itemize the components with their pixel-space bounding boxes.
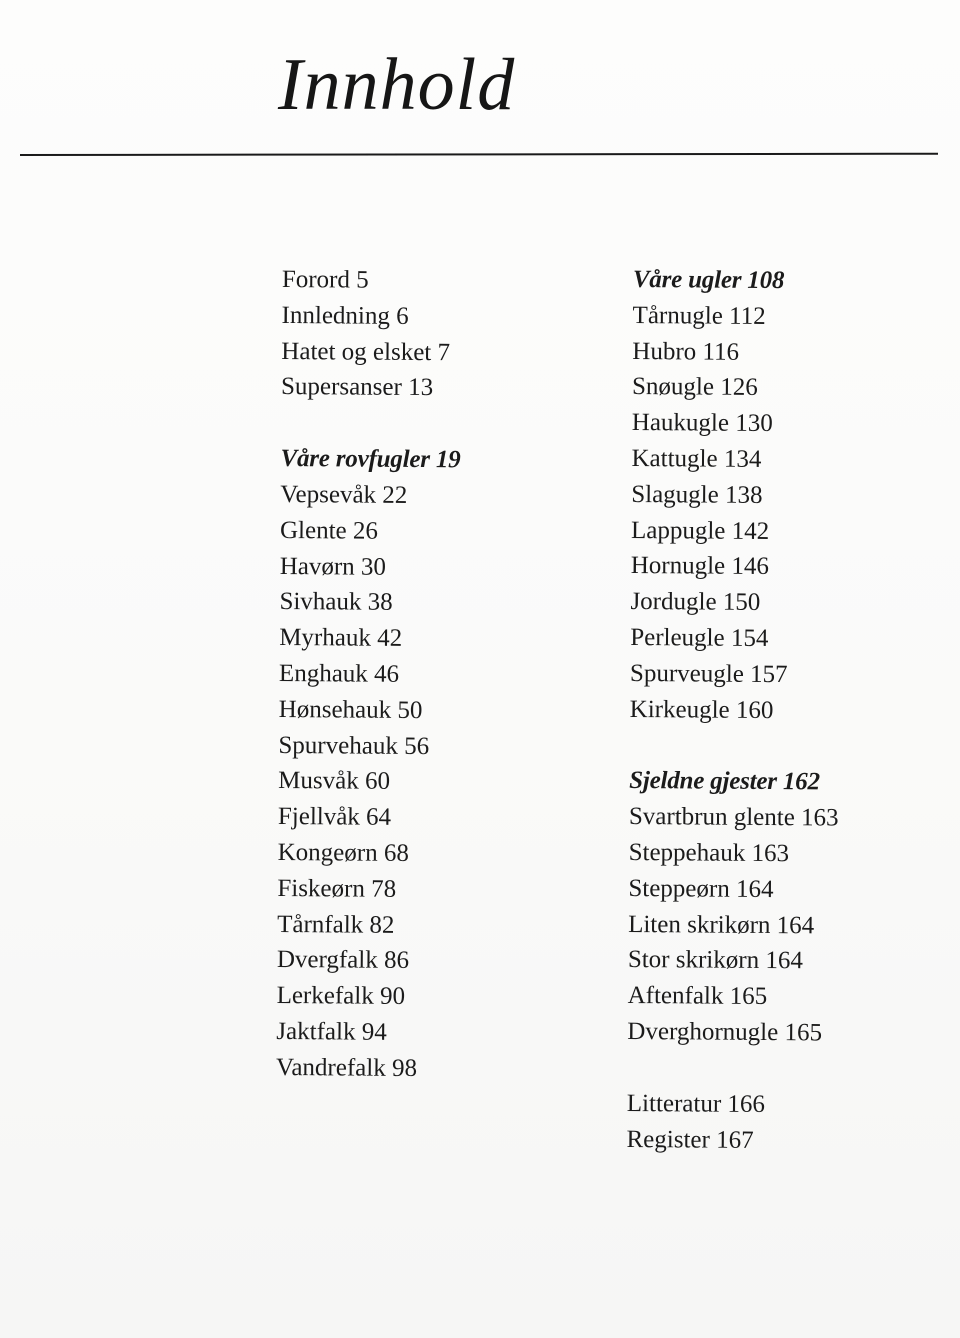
- toc-entry: Hubro 116: [632, 337, 740, 366]
- toc-entry-forord: Forord 5: [281, 265, 369, 294]
- toc-entry-innledning: Innledning 6: [281, 301, 409, 330]
- toc-entry: Fjellvåk 64: [277, 803, 392, 831]
- toc-entry: Spurvehauk 56: [278, 731, 430, 760]
- toc-entry: Aftenfalk 165: [627, 982, 768, 1011]
- toc-entry: Glente 26: [279, 516, 379, 545]
- toc-entry: Vandrefalk 98: [275, 1053, 418, 1082]
- toc-entry: Jordugle 150: [630, 588, 761, 617]
- toc-entry-supersanser: Supersanser 13: [280, 373, 434, 402]
- toc-entry: Enghauk 46: [278, 659, 400, 688]
- toc-entry: Slagugle 138: [631, 480, 763, 509]
- toc-entry: Tårnugle 112: [632, 301, 766, 330]
- rovfugler-list: [276, 477, 460, 1087]
- toc-entry: Snøugle 126: [631, 373, 758, 402]
- toc-entry: Lerkefalk 90: [276, 982, 406, 1011]
- toc-entry: Kirkeugle 160: [629, 695, 774, 724]
- toc-entry-litteratur: Litteratur 166: [626, 1089, 766, 1118]
- toc-entry: Tårnfalk 82: [277, 910, 395, 939]
- toc-entry: Jaktfalk 94: [276, 1017, 387, 1046]
- toc-entry: Dverghornugle 165: [627, 1017, 823, 1047]
- toc-entry: Stor skrikørn 164: [627, 946, 803, 975]
- toc-entry: Sivhauk 38: [279, 588, 393, 617]
- toc-entry: Steppehauk 163: [628, 838, 790, 868]
- end-matter-list: [626, 1086, 836, 1159]
- title-divider: [20, 153, 938, 156]
- toc-entry: Spurveugle 157: [629, 659, 788, 688]
- toc-entry: Haukugle 130: [631, 409, 773, 438]
- toc-entry: Myrhauk 42: [279, 624, 403, 653]
- toc-left-column: [276, 262, 462, 1087]
- toc-entry: Perleugle 154: [630, 623, 769, 652]
- toc-entry: Dvergfalk 86: [276, 946, 410, 975]
- toc-entry: Kattugle 134: [631, 444, 762, 473]
- toc-entry: Svartbrun glente 163: [628, 803, 839, 832]
- toc-entry: Hornugle 146: [630, 552, 770, 581]
- section-heading-ugler: Våre ugler 108: [632, 265, 785, 295]
- toc-right-column: [626, 262, 842, 1159]
- toc-entry: Kongeørn 68: [277, 838, 410, 867]
- toc-entry: Vepsevåk 22: [280, 480, 408, 509]
- toc-entry: Hønsehauk 50: [278, 695, 423, 724]
- toc-entry-register: Register 167: [626, 1125, 754, 1154]
- toc-entry: Liten skrikørn 164: [628, 910, 815, 939]
- toc-entry: Fiskeørn 78: [277, 874, 397, 903]
- toc-entry: Steppeørn 164: [628, 874, 774, 903]
- ugler-list: [630, 298, 843, 729]
- spacer: [629, 727, 839, 765]
- spacer: [281, 405, 461, 442]
- toc-entry: Musvåk 60: [278, 767, 391, 796]
- intro-group: [281, 262, 462, 407]
- gjester-list: [627, 799, 839, 1051]
- spacer: [627, 1050, 837, 1088]
- toc-entry: Havørn 30: [279, 552, 387, 581]
- page-title: Innhold: [278, 44, 516, 126]
- toc-entry-hatet-og-elsket: Hatet og elsket 7: [281, 337, 451, 366]
- section-heading-sjeldne-gjester: Sjeldne gjester 162: [629, 767, 820, 796]
- toc-entry: Lappugle 142: [630, 516, 770, 545]
- section-heading-rovfugler: Våre rovfugler 19: [280, 445, 461, 474]
